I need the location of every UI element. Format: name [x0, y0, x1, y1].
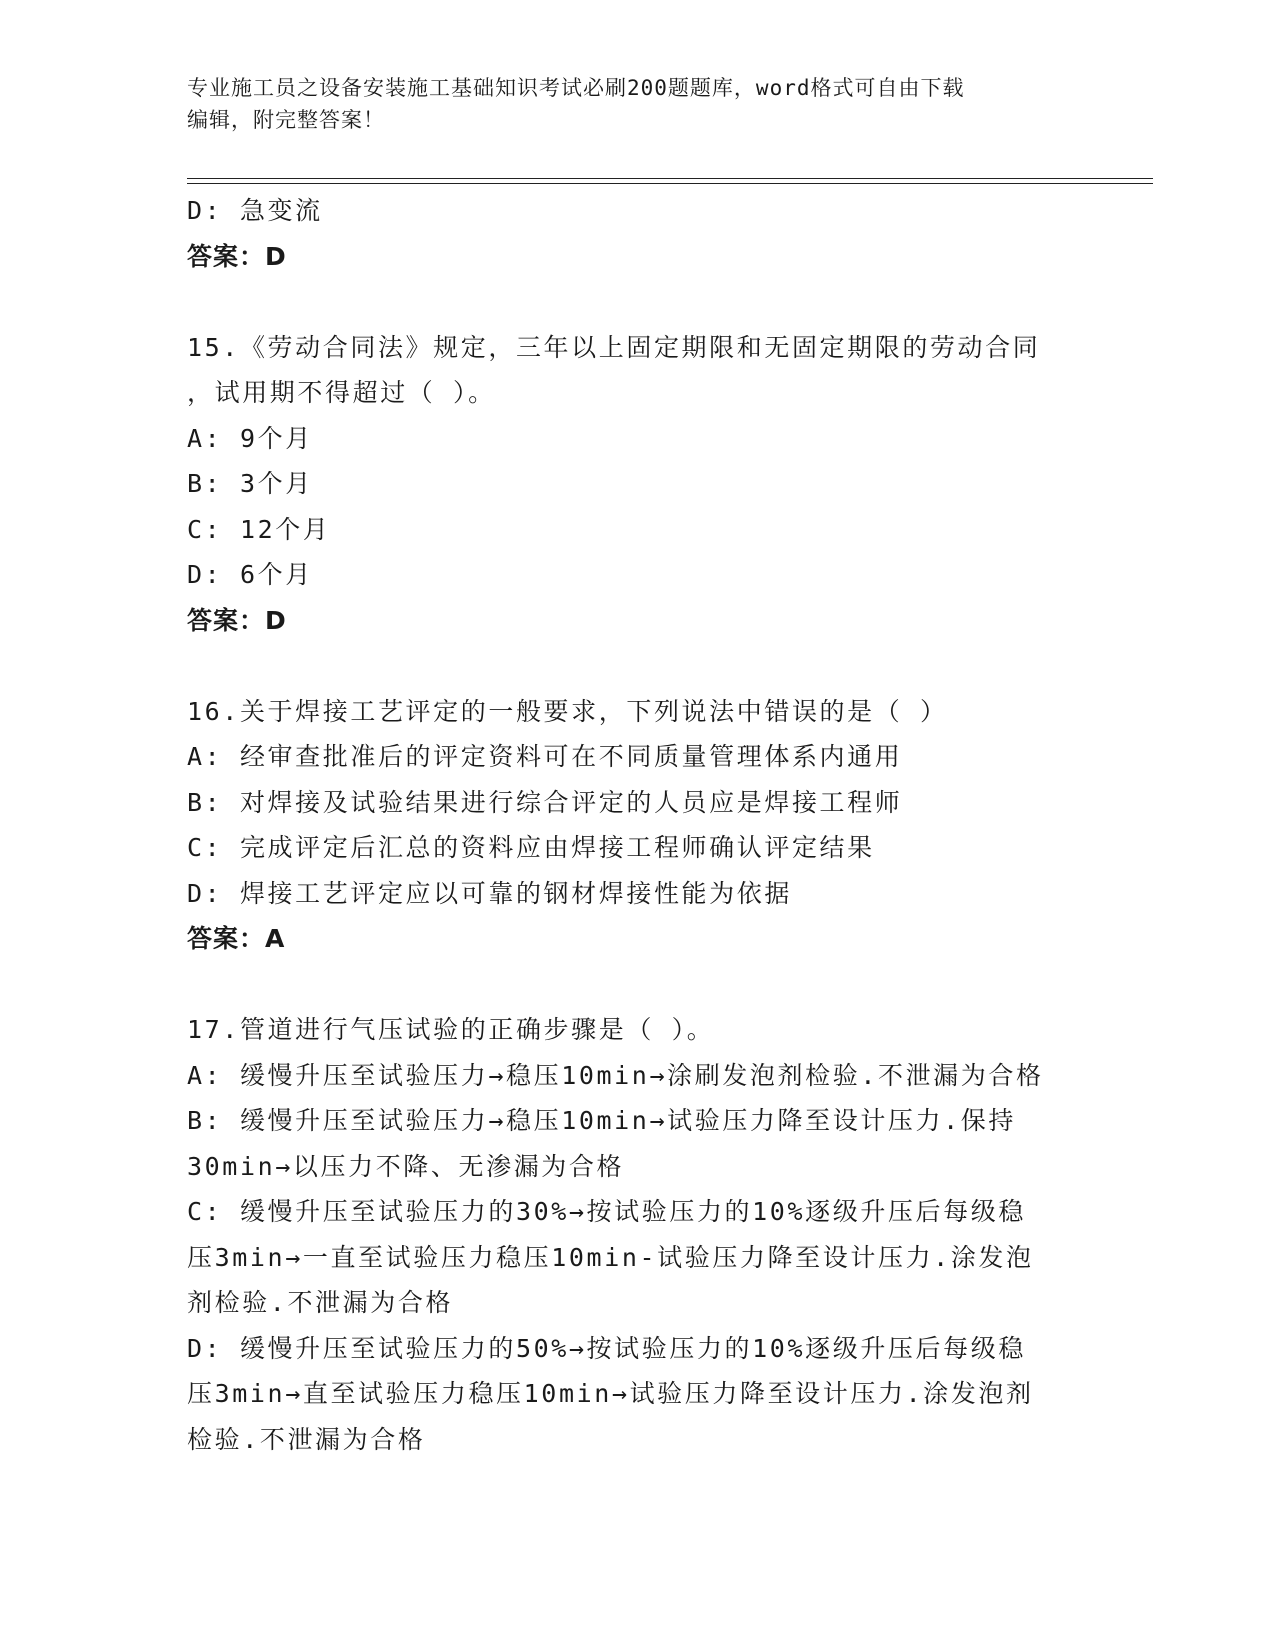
question-stem-line: ，试用期不得超过（ ）。: [187, 378, 496, 407]
question-stem-line: 17.管道进行气压试验的正确步骤是（ ）。: [187, 1015, 715, 1044]
question-15: [187, 325, 1087, 644]
header-divider: [187, 178, 1153, 184]
prev-question-option-d: D: 急变流: [187, 196, 323, 225]
option-c: C: 缓慢升压至试验压力的30%→按试验压力的10%逐级升压后每级稳: [187, 1197, 1026, 1226]
question-16: [187, 689, 1087, 962]
prev-question-answer: 答案：D: [187, 241, 287, 271]
answer-label: 答案：A: [187, 924, 286, 953]
option-b-continued: 30min→以压力不降、无渗漏为合格: [187, 1151, 625, 1181]
spacer: [187, 962, 1087, 1008]
option-d-continued: 压3min→直至试验压力稳压10min→试验压力降至设计压力.涂发泡剂: [187, 1379, 1034, 1408]
option-c: C: 完成评定后汇总的资料应由焊接工程师确认评定结果: [187, 833, 875, 862]
option-a: A: 缓慢升压至试验压力→稳压10min→涂刷发泡剂检验.不泄漏为合格: [187, 1060, 1044, 1090]
option-d: D: 缓慢升压至试验压力的50%→按试验压力的10%逐级升压后每级稳: [187, 1333, 1026, 1363]
option-c-continued: 剂检验.不泄漏为合格: [187, 1288, 454, 1317]
question-stem-line: 15.《劳动合同法》规定，三年以上固定期限和无固定期限的劳动合同: [187, 332, 1041, 362]
question-list: [187, 188, 1087, 1462]
question-stem-line: 16.关于焊接工艺评定的一般要求，下列说法中错误的是（ ）: [187, 696, 948, 726]
option-c: C: 12个月: [187, 514, 331, 544]
option-c-continued: 压3min→一直至试验压力稳压10min-试验压力降至设计压力.涂发泡: [187, 1242, 1034, 1272]
option-b: B: 3个月: [187, 469, 313, 498]
spacer: [187, 279, 1087, 325]
header-title-line-2: 编辑，附完整答案！: [187, 108, 385, 132]
page-header: [187, 72, 1087, 136]
question-17: [187, 1007, 1087, 1462]
option-a: A: 经审查批准后的评定资料可在不同质量管理体系内通用: [187, 742, 903, 771]
answer-label: 答案：D: [187, 605, 287, 635]
header-title-line-1: 专业施工员之设备安装施工基础知识考试必刷200题题库，word格式可自由下载: [187, 76, 965, 100]
option-d: D: 6个月: [187, 560, 313, 589]
option-b: B: 对焊接及试验结果进行综合评定的人员应是焊接工程师: [187, 787, 903, 817]
option-d: D: 焊接工艺评定应以可靠的钢材焊接性能为依据: [187, 878, 792, 908]
option-a: A: 9个月: [187, 423, 313, 453]
option-d-continued: 检验.不泄漏为合格: [187, 1424, 426, 1454]
option-b: B: 缓慢升压至试验压力→稳压10min→试验压力降至设计压力.保持: [187, 1106, 1016, 1135]
spacer: [187, 643, 1087, 689]
